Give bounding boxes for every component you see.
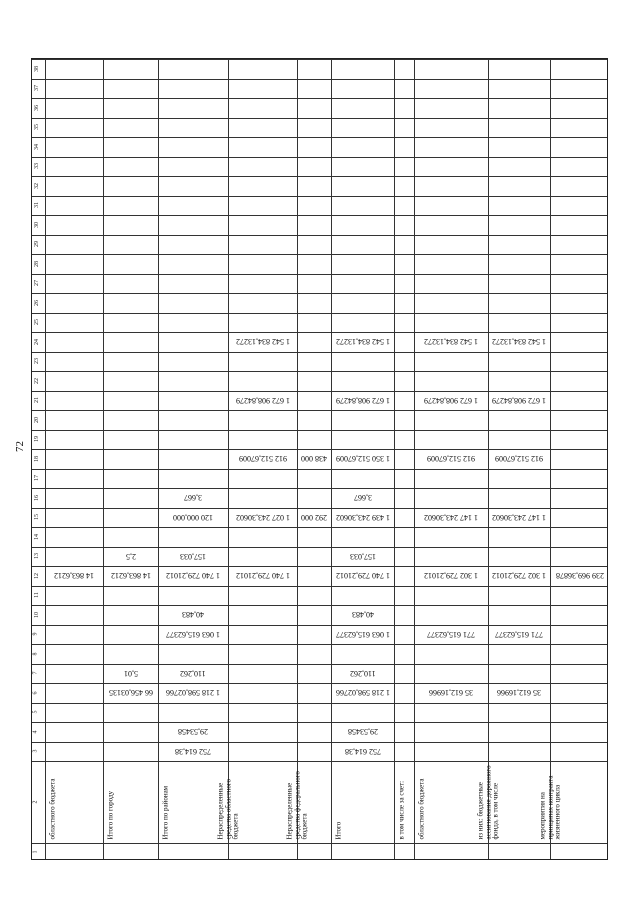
row-number: 15 xyxy=(34,514,40,521)
table-cell-value: 438 000 xyxy=(301,454,327,464)
table-cell-value: 14 863,6212 xyxy=(110,571,151,581)
table-cell-value: 1 063 615,62377 xyxy=(335,629,390,639)
row-number: 29 xyxy=(34,241,40,248)
row-number: 18 xyxy=(34,455,40,462)
table-cell-value: 1 147 243,30602 xyxy=(424,512,478,522)
row-number: 4 xyxy=(32,730,39,734)
table-cell-value: 157,033 xyxy=(180,551,206,561)
row-number: 17 xyxy=(34,475,40,482)
column-divider xyxy=(331,59,332,859)
row-number: 9 xyxy=(32,632,39,636)
table-cell-value: 14 863,6212 xyxy=(54,571,94,581)
row-divider xyxy=(32,235,607,236)
row-number: 36 xyxy=(34,104,40,111)
row-divider xyxy=(32,332,607,333)
table-cell-value: 752 614,38 xyxy=(344,746,381,756)
column-divider xyxy=(488,59,489,859)
row-number: 34 xyxy=(34,143,40,150)
row-divider xyxy=(32,274,607,275)
row-divider xyxy=(32,254,607,255)
row-number: 6 xyxy=(32,691,39,695)
table-cell-value: 912 512,67009 xyxy=(427,454,475,464)
table-cell-value: 1 672 908,84279 xyxy=(335,395,390,405)
row-divider xyxy=(32,410,607,411)
row-number: 32 xyxy=(34,182,40,189)
column-divider xyxy=(158,59,159,859)
column-divider xyxy=(297,59,298,859)
table-cell-value: 35 612,16966 xyxy=(429,688,473,698)
row-divider xyxy=(32,664,607,665)
row-divider xyxy=(32,469,607,470)
table-cell-value: 29,53458 xyxy=(347,727,378,737)
table-cell-value: 1 147 243,30602 xyxy=(492,512,546,522)
row-divider xyxy=(32,430,607,431)
column-header: мероприятия на принципах контракта жизненного цикла xyxy=(538,775,562,839)
row-divider xyxy=(32,215,607,216)
column-header: из них: бюджетные ассигнования дорожного фонда, в том числе xyxy=(476,764,500,839)
table-cell-value: 3,667 xyxy=(353,493,372,503)
row-divider xyxy=(32,843,607,844)
table-cell-value: 1 740 729,21012 xyxy=(166,571,220,581)
table-cell-value: 40,483 xyxy=(351,610,374,620)
row-number: 37 xyxy=(34,85,40,92)
row-number: 13 xyxy=(34,553,40,560)
row-divider xyxy=(32,293,607,294)
table-cell-value: 1 740 729,21012 xyxy=(235,571,290,581)
row-divider xyxy=(32,157,607,158)
row-divider xyxy=(32,547,607,548)
row-number: 7 xyxy=(32,671,39,675)
row-number: 38 xyxy=(34,65,40,72)
row-divider xyxy=(32,79,607,80)
table-cell-value: 40,483 xyxy=(182,610,204,620)
row-number: 23 xyxy=(34,358,40,365)
table-cell-value: 1 350 512,67009 xyxy=(335,454,390,464)
table-cell-value: 110,262 xyxy=(349,668,376,678)
row-divider xyxy=(32,98,607,99)
column-header: Итого по городу xyxy=(106,790,115,839)
column-divider xyxy=(414,59,415,859)
row-divider xyxy=(32,313,607,314)
table-cell-value: 66 456,03135 xyxy=(108,688,153,698)
row-divider xyxy=(32,508,607,509)
row-number: 21 xyxy=(34,397,40,404)
table-cell-value: 292 000 xyxy=(301,512,327,522)
row-number: 31 xyxy=(34,202,40,209)
row-number: 12 xyxy=(34,572,40,579)
table-cell-value: 5,01 xyxy=(123,668,138,678)
row-number: 2 xyxy=(32,800,39,804)
table-cell-value: 1 672 908,84279 xyxy=(424,395,478,405)
column-header: Итого по районам xyxy=(161,785,170,839)
table-cell-value: 239 969,36878 xyxy=(555,571,604,581)
column-divider xyxy=(550,59,551,859)
row-number: 33 xyxy=(34,163,40,170)
row-number: 35 xyxy=(34,124,40,131)
table-cell-value: 752 614,38 xyxy=(175,746,211,756)
table-cell-value: 1 672 908,84279 xyxy=(492,395,546,405)
column-divider xyxy=(45,59,46,859)
table-cell-value: 110,262 xyxy=(180,668,206,678)
table-cell-value: 1 218 598,02766 xyxy=(335,688,390,698)
row-number: 30 xyxy=(34,221,40,228)
row-divider xyxy=(32,566,607,567)
table-cell-value: 912 512,67009 xyxy=(238,454,287,464)
table-cell-value: 1 027 243,30602 xyxy=(235,512,290,522)
row-number: 20 xyxy=(34,416,40,423)
table-cell-value: 1 218 598,02766 xyxy=(166,688,220,698)
row-divider xyxy=(32,118,607,119)
table-cell-value: 1 302 729,21012 xyxy=(424,571,478,581)
row-divider xyxy=(32,605,607,606)
column-divider xyxy=(103,59,104,859)
row-divider xyxy=(32,488,607,489)
row-number: 1 xyxy=(32,850,39,854)
row-divider xyxy=(32,586,607,587)
table-cell-value: 1 542 834,13272 xyxy=(235,337,290,347)
row-number: 14 xyxy=(34,533,40,540)
row-divider xyxy=(32,371,607,372)
column-divider xyxy=(394,59,395,859)
rotated-budget-table xyxy=(31,58,608,860)
row-divider xyxy=(32,176,607,177)
column-header: областного бюджета xyxy=(48,778,57,839)
row-divider xyxy=(32,196,607,197)
table-cell-value: 29,53458 xyxy=(178,727,208,737)
table-cell-value: 771 615,62377 xyxy=(495,629,543,639)
table-cell-value: 1 672 908,84279 xyxy=(235,395,290,405)
row-divider xyxy=(32,59,607,60)
row-divider xyxy=(32,683,607,684)
table-cell-value: 1 542 834,13272 xyxy=(335,337,390,347)
row-divider xyxy=(32,527,607,528)
row-number: 27 xyxy=(34,280,40,287)
row-divider xyxy=(32,761,607,762)
table-cell-value: 771 615,62377 xyxy=(427,629,475,639)
row-number: 19 xyxy=(34,436,40,443)
column-header: Итого xyxy=(334,821,343,839)
table-cell-value: 1 740 729,21012 xyxy=(335,571,390,581)
row-number: 26 xyxy=(34,299,40,306)
table-cell-value: 120 000,000 xyxy=(173,512,213,522)
table-cell-value: 3,667 xyxy=(184,493,202,503)
column-header: Нераспределенные средства областного бюджета xyxy=(216,778,240,839)
column-divider xyxy=(228,59,229,859)
table-cell-value: 2,5 xyxy=(125,551,136,561)
table-cell-value: 1 542 834,13272 xyxy=(492,337,546,347)
row-number: 24 xyxy=(34,338,40,345)
page-number: 72 xyxy=(14,441,26,452)
row-number: 22 xyxy=(34,377,40,384)
row-divider xyxy=(32,352,607,353)
row-number: 3 xyxy=(32,749,39,753)
row-number: 28 xyxy=(34,260,40,267)
table-cell-value: 35 612,16966 xyxy=(497,688,541,698)
table-cell-value: 157,033 xyxy=(349,551,376,561)
row-divider xyxy=(32,722,607,723)
column-header: Нераспределенные средства федерального бюджета xyxy=(285,770,309,839)
table-cell-value: 1 439 243,30602 xyxy=(335,512,390,522)
table-cell-value: 1 063 615,62377 xyxy=(166,629,220,639)
row-divider xyxy=(32,703,607,704)
row-number: 5 xyxy=(32,710,39,714)
row-number: 16 xyxy=(34,494,40,501)
table-cell-value: 912 512,67009 xyxy=(495,454,543,464)
row-number: 11 xyxy=(33,592,40,599)
row-number: 10 xyxy=(34,611,40,618)
row-divider xyxy=(32,644,607,645)
row-divider xyxy=(32,742,607,743)
table-cell-value: 1 542 834,13272 xyxy=(424,337,478,347)
row-divider xyxy=(32,449,607,450)
row-number: 8 xyxy=(32,652,39,656)
row-divider xyxy=(32,625,607,626)
column-header: областного бюджета xyxy=(417,778,426,839)
column-header: в том числе за счет: xyxy=(397,780,406,839)
row-divider xyxy=(32,137,607,138)
row-number: 25 xyxy=(34,319,40,326)
table-cell-value: 1 302 729,21012 xyxy=(492,571,546,581)
row-divider xyxy=(32,391,607,392)
